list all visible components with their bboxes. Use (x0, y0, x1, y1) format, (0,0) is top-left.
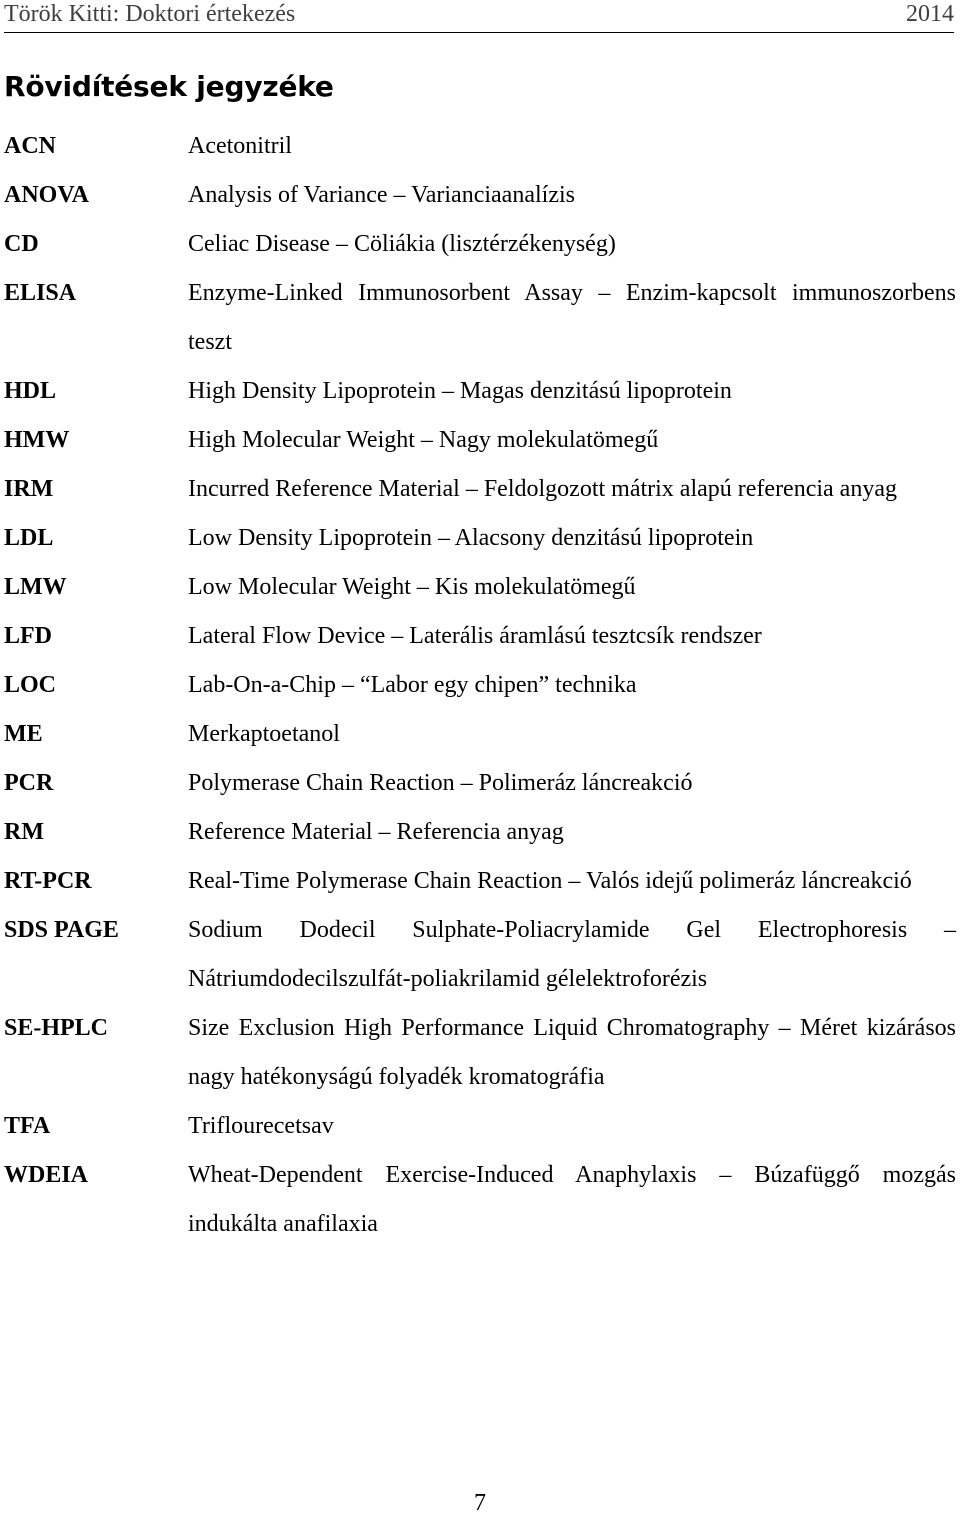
abbreviation-term: HMW (4, 427, 70, 453)
abbreviation-definition: Enzyme-Linked Immunosorbent Assay – Enzim-kapcsolt immunoszorbens teszt (188, 280, 956, 355)
abbreviation-definition: Merkaptoetanol (188, 721, 340, 747)
abbreviation-row (4, 1102, 956, 1151)
abbreviation-row (4, 710, 956, 759)
abbreviation-definition: Reference Material – Referencia anyag (188, 819, 564, 845)
abbreviation-term: SDS PAGE (4, 917, 119, 943)
abbreviation-definition: Low Molecular Weight – Kis molekulatömegű (188, 574, 636, 600)
abbreviation-term: SE-HPLC (4, 1015, 109, 1041)
abbreviation-definition: Size Exclusion High Performance Liquid Chromatography – Méret kizárásos nagy hatékonyságú folyadék kromatográfia (188, 1015, 956, 1090)
abbreviation-row (4, 514, 956, 563)
abbreviation-term: RM (4, 819, 44, 845)
abbreviation-row (4, 269, 956, 367)
abbreviation-term: ANOVA (4, 182, 89, 208)
abbreviation-definition: Incurred Reference Material – Feldolgozott mátrix alapú referencia anyag (188, 476, 897, 502)
abbreviation-row (4, 906, 956, 1004)
abbreviation-row (4, 465, 956, 514)
abbreviation-list (4, 122, 956, 1249)
abbreviation-definition: Celiac Disease – Cöliákia (lisztérzékenység) (188, 231, 616, 257)
abbreviation-term: PCR (4, 770, 54, 796)
abbreviation-row (4, 857, 956, 906)
abbreviation-definition: Low Density Lipoprotein – Alacsony denzitású lipoprotein (188, 525, 754, 551)
abbreviation-row (4, 220, 956, 269)
abbreviation-row (4, 122, 956, 171)
abbreviation-term: LDL (4, 525, 54, 551)
header-author-title: Török Kitti: Doktori értekezés (4, 1, 296, 27)
abbreviation-definition: Real-Time Polymerase Chain Reaction – Valós idejű polimeráz láncreakció (188, 868, 912, 894)
abbreviation-row (4, 171, 956, 220)
abbreviation-row (4, 367, 956, 416)
abbreviation-row (4, 416, 956, 465)
abbreviation-definition: Lateral Flow Device – Laterális áramlású tesztcsík rendszer (188, 623, 762, 649)
abbreviation-term: LFD (4, 623, 52, 649)
abbreviation-definition: Lab-On-a-Chip – “Labor egy chipen” technika (188, 672, 637, 698)
abbreviation-term: ACN (4, 133, 56, 159)
page-header (4, 0, 954, 33)
abbreviation-term: TFA (4, 1113, 51, 1139)
abbreviation-definition: Sodium Dodecil Sulphate-Poliacrylamide Gel Electrophoresis – Nátriumdodecilszulfát-poliakrilamid gélelektroforézis (188, 917, 956, 992)
section-title: Rövidítések jegyzéke (4, 70, 334, 103)
abbreviation-term: RT-PCR (4, 868, 92, 894)
abbreviation-term: IRM (4, 476, 54, 502)
abbreviation-definition: Analysis of Variance – Varianciaanalízis (188, 182, 575, 208)
abbreviation-row (4, 759, 956, 808)
header-year: 2014 (906, 1, 954, 27)
abbreviation-definition: Wheat-Dependent Exercise-Induced Anaphylaxis – Búzafüggő mozgás indukálta anafilaxia (188, 1162, 956, 1237)
abbreviation-term: ME (4, 721, 43, 747)
abbreviation-row (4, 661, 956, 710)
abbreviation-term: HDL (4, 378, 57, 404)
abbreviation-definition: High Density Lipoprotein – Magas denzitású lipoprotein (188, 378, 732, 404)
abbreviation-term: CD (4, 231, 39, 257)
abbreviation-term: ELISA (4, 280, 77, 306)
abbreviation-definition: Triflourecetsav (188, 1113, 334, 1139)
page-number: 7 (474, 1490, 486, 1516)
abbreviation-row (4, 1151, 956, 1249)
abbreviation-definition: High Molecular Weight – Nagy molekulatömegű (188, 427, 659, 453)
abbreviation-row (4, 612, 956, 661)
abbreviation-term: WDEIA (4, 1162, 89, 1188)
abbreviation-definition: Polymerase Chain Reaction – Polimeráz láncreakció (188, 770, 693, 796)
abbreviation-row (4, 1004, 956, 1102)
abbreviation-definition: Acetonitril (188, 133, 292, 159)
abbreviation-term: LMW (4, 574, 67, 600)
abbreviation-row (4, 808, 956, 857)
abbreviation-row (4, 563, 956, 612)
abbreviation-term: LOC (4, 672, 57, 698)
